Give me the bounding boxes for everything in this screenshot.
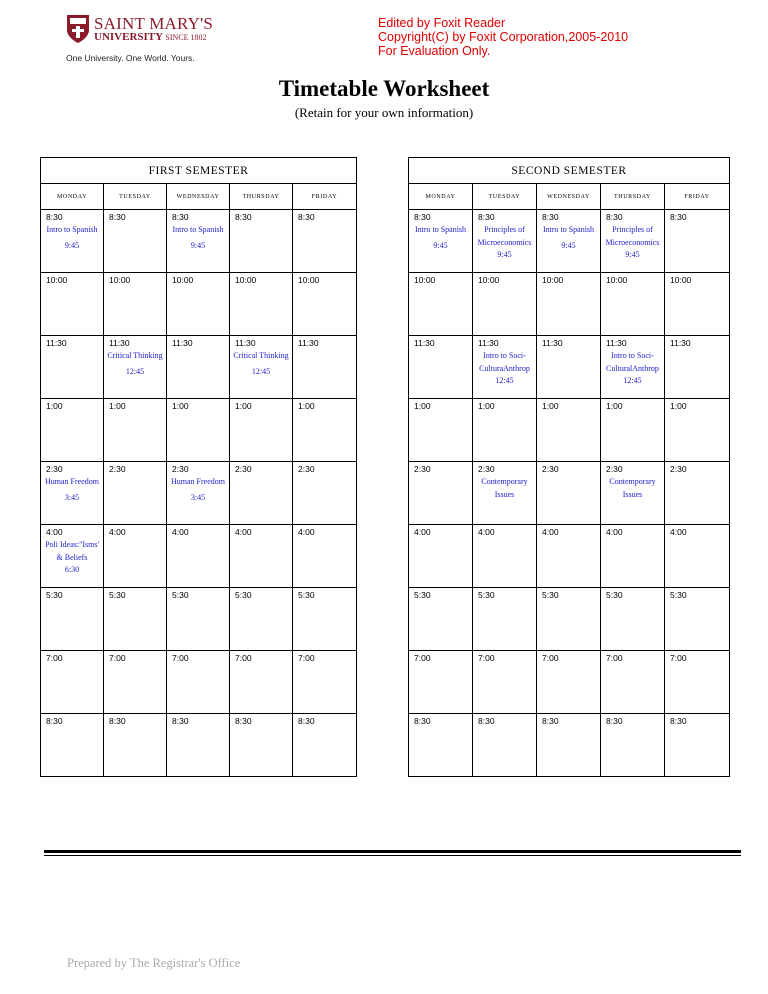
slot-time: 5:30 — [670, 590, 687, 600]
slot-time: 4:00 — [109, 527, 126, 537]
time-row — [409, 336, 730, 399]
course-name: Intro to Soci-CulturaAnthrop — [479, 351, 530, 373]
time-row — [409, 714, 730, 777]
slot-time: 11:30 — [109, 338, 130, 348]
slot-time: 10:00 — [542, 275, 564, 285]
day-header: MONDAY — [41, 184, 104, 210]
slot-time: 1:00 — [172, 401, 189, 411]
course-end-time: 9:45 — [497, 250, 512, 259]
page-title: Timetable Worksheet — [278, 76, 490, 101]
course-end-time: 6:30 — [64, 565, 80, 574]
slot-time: 5:30 — [172, 590, 189, 600]
slot-time: 4:00 — [172, 527, 189, 537]
slot-time: 7:00 — [235, 653, 252, 663]
course-end-time: 9:45 — [190, 241, 206, 250]
slot-time: 7:00 — [109, 653, 126, 663]
slot-time: 10:00 — [670, 275, 692, 285]
time-row — [409, 273, 730, 336]
day-header: THURSDAY — [230, 184, 293, 210]
timetable-cell — [601, 525, 665, 588]
timetable-cell — [104, 651, 167, 714]
slot-time: 8:30 — [298, 212, 315, 222]
slot-time: 8:30 — [606, 716, 623, 726]
slot-time: 1:00 — [670, 401, 687, 411]
slot-time: 2:30 — [235, 464, 252, 474]
timetable-cell — [104, 462, 167, 525]
timetable-cell — [104, 399, 167, 462]
course-end-time: 3:45 — [64, 493, 80, 502]
slot-time: 4:00 — [478, 527, 495, 537]
day-header: TUESDAY — [104, 184, 167, 210]
slot-time: 5:30 — [542, 590, 559, 600]
timetable-cell — [167, 210, 230, 273]
day-header: THURSDAY — [601, 184, 665, 210]
timetable-cell — [537, 714, 601, 777]
slot-time: 2:30 — [478, 464, 495, 474]
day-header: MONDAY — [409, 184, 473, 210]
page-subtitle: (Retain for your own information) — [294, 105, 474, 120]
timetable-cell — [230, 588, 293, 651]
day-header: FRIDAY — [665, 184, 730, 210]
timetable-cell — [293, 714, 357, 777]
slot-time: 8:30 — [414, 716, 431, 726]
time-row — [41, 273, 357, 336]
slot-time: 7:00 — [172, 653, 189, 663]
slot-time: 11:30 — [414, 338, 435, 348]
timetable-cell — [293, 273, 357, 336]
slot-time: 8:30 — [298, 716, 315, 726]
logo-name-line2: UNIVERSITY SINCE 1802 — [94, 31, 207, 43]
timetable-cell — [537, 336, 601, 399]
slot-time: 7:00 — [414, 653, 431, 663]
course-name: Poli Ideas:"Isms' & Beliefs — [45, 540, 99, 562]
course-name: Intro to Spanish — [414, 225, 467, 234]
course-name: Intro to Spanish — [542, 225, 595, 234]
time-row — [409, 651, 730, 714]
timetable-cell — [409, 399, 473, 462]
footer-text: Prepared by The Registrar's Office — [67, 956, 241, 970]
timetable-cell — [665, 651, 730, 714]
course-end-time: 9:45 — [64, 241, 80, 250]
timetable-cell — [537, 525, 601, 588]
slot-time: 8:30 — [414, 212, 431, 222]
slot-time: 8:30 — [542, 212, 559, 222]
slot-time: 2:30 — [109, 464, 126, 474]
timetable-cell — [41, 651, 104, 714]
course-name: Human Freedom — [171, 477, 225, 486]
slot-time: 11:30 — [542, 338, 563, 348]
slot-time: 5:30 — [298, 590, 315, 600]
timetable-cell — [41, 588, 104, 651]
slot-time: 1:00 — [478, 401, 495, 411]
slot-time: 5:30 — [235, 590, 252, 600]
slot-time: 8:30 — [46, 212, 63, 222]
timetable-cell — [473, 462, 537, 525]
timetable-cell — [601, 714, 665, 777]
timetable-cell — [665, 462, 730, 525]
timetable-cell — [167, 714, 230, 777]
timetable-cell — [293, 651, 357, 714]
course-name: Intro to Soci-CulturalAnthrop — [606, 351, 659, 373]
slot-time: 5:30 — [414, 590, 431, 600]
day-header: FRIDAY — [293, 184, 357, 210]
timetable-cell — [104, 336, 167, 399]
timetable-cell — [41, 399, 104, 462]
timetable-cell — [601, 462, 665, 525]
timetable-cell — [409, 651, 473, 714]
time-row — [41, 210, 357, 273]
timetable-cell — [601, 273, 665, 336]
footer-rule-thick — [44, 850, 741, 853]
semester-header: SECOND SEMESTER — [409, 158, 730, 184]
course-name: Intro to Spanish — [46, 225, 98, 234]
timetable-cell — [41, 210, 104, 273]
slot-time: 5:30 — [109, 590, 126, 600]
timetable-cell — [473, 714, 537, 777]
slot-time: 11:30 — [46, 338, 67, 348]
slot-time: 1:00 — [298, 401, 315, 411]
timetable-cell — [409, 336, 473, 399]
slot-time: 8:30 — [172, 716, 189, 726]
timetable-cell — [409, 714, 473, 777]
timetable-cell — [230, 336, 293, 399]
slot-time: 4:00 — [235, 527, 252, 537]
foxit-line2: Copyright(C) by Foxit Corporation,2005-2010 — [378, 30, 629, 44]
timetable-cell — [665, 273, 730, 336]
course-end-time: 12:45 — [623, 376, 642, 385]
day-header: WEDNESDAY — [167, 184, 230, 210]
timetable-cell — [293, 210, 357, 273]
course-name: Contemporary Issues — [609, 477, 656, 499]
slot-time: 7:00 — [542, 653, 559, 663]
timetable-cell — [167, 588, 230, 651]
course-end-time: 9:45 — [433, 241, 448, 250]
timetable-cell — [409, 462, 473, 525]
slot-time: 10:00 — [235, 275, 257, 285]
timetable-cell — [230, 399, 293, 462]
slot-time: 11:30 — [478, 338, 499, 348]
timetable-cell — [601, 336, 665, 399]
slot-time: 2:30 — [46, 464, 63, 474]
slot-time: 4:00 — [298, 527, 315, 537]
slot-time: 5:30 — [46, 590, 63, 600]
slot-time: 2:30 — [414, 464, 431, 474]
foxit-line3: For Evaluation Only. — [378, 44, 491, 58]
timetable-cell — [473, 336, 537, 399]
time-row — [41, 336, 357, 399]
timetable-cell — [230, 714, 293, 777]
timetable-cell — [230, 651, 293, 714]
course-end-time: 9:45 — [625, 250, 640, 259]
slot-time: 2:30 — [298, 464, 315, 474]
timetable-cell — [473, 210, 537, 273]
slot-time: 1:00 — [46, 401, 63, 411]
time-row — [409, 462, 730, 525]
footer-rule-thin — [44, 855, 741, 856]
course-name: Critical Thinking — [107, 351, 163, 360]
slot-time: 7:00 — [606, 653, 623, 663]
timetable-cell — [537, 210, 601, 273]
time-row — [41, 588, 357, 651]
timetable-cell — [601, 210, 665, 273]
timetable-cell — [293, 336, 357, 399]
timetable-cell — [409, 273, 473, 336]
timetable-cell — [167, 273, 230, 336]
slot-time: 2:30 — [606, 464, 623, 474]
slot-time: 1:00 — [606, 401, 623, 411]
course-end-time: 9:45 — [561, 241, 576, 250]
timetable-cell — [167, 525, 230, 588]
slot-time: 4:00 — [670, 527, 687, 537]
timetable-cell — [537, 462, 601, 525]
timetable-cell — [601, 651, 665, 714]
timetable-cell — [473, 273, 537, 336]
slot-time: 10:00 — [414, 275, 436, 285]
logo-tagline: One University. One World. Yours. — [66, 53, 195, 63]
slot-time: 8:30 — [670, 716, 687, 726]
timetable-cell — [665, 525, 730, 588]
time-row — [41, 651, 357, 714]
slot-time: 5:30 — [606, 590, 623, 600]
semester-header: FIRST SEMESTER — [41, 158, 357, 184]
timetable-cell — [41, 273, 104, 336]
second-semester-table — [408, 157, 730, 777]
timetable-cell — [230, 462, 293, 525]
timetable-cell — [293, 588, 357, 651]
timetable-cell — [665, 336, 730, 399]
slot-time: 8:30 — [670, 212, 687, 222]
day-header: TUESDAY — [473, 184, 537, 210]
slot-time: 8:30 — [235, 212, 252, 222]
timetable-cell — [665, 210, 730, 273]
timetable-cell — [293, 399, 357, 462]
timetable-cell — [409, 588, 473, 651]
shield-icon — [66, 14, 90, 44]
slot-time: 2:30 — [172, 464, 189, 474]
course-name: Intro to Spanish — [172, 225, 224, 234]
slot-time: 1:00 — [414, 401, 431, 411]
timetable-cell — [104, 588, 167, 651]
timetable-cell — [230, 210, 293, 273]
timetable-cell — [167, 651, 230, 714]
timetable-cell — [665, 714, 730, 777]
day-header: WEDNESDAY — [537, 184, 601, 210]
slot-time: 2:30 — [670, 464, 687, 474]
slot-time: 11:30 — [670, 338, 691, 348]
timetable-cell — [41, 714, 104, 777]
first-semester-table — [40, 157, 357, 777]
timetable-cell — [41, 462, 104, 525]
slot-time: 8:30 — [478, 716, 495, 726]
slot-time: 5:30 — [478, 590, 495, 600]
slot-time: 10:00 — [172, 275, 194, 285]
timetable-cell — [473, 651, 537, 714]
timetable-cell — [601, 399, 665, 462]
course-end-time: 3:45 — [190, 493, 206, 502]
course-name: Contemporary Issues — [481, 477, 528, 499]
slot-time: 1:00 — [109, 401, 126, 411]
slot-time: 4:00 — [414, 527, 431, 537]
timetable-cell — [230, 525, 293, 588]
time-row — [409, 399, 730, 462]
course-name: Principles of Microeconomics — [605, 225, 660, 247]
timetable-cell — [167, 462, 230, 525]
timetable-cell — [293, 525, 357, 588]
slot-time: 10:00 — [298, 275, 320, 285]
logo-name-line1: SAINT MARY'S — [94, 14, 213, 33]
timetable-cell — [230, 273, 293, 336]
timetable-cell — [104, 714, 167, 777]
timetable-cell — [104, 210, 167, 273]
course-name: Principles of Microeconomics — [477, 225, 532, 247]
slot-time: 4:00 — [606, 527, 623, 537]
timetable-cell — [41, 336, 104, 399]
slot-time: 8:30 — [478, 212, 495, 222]
slot-time: 8:30 — [172, 212, 189, 222]
timetable-cell — [537, 399, 601, 462]
timetable-cell — [473, 399, 537, 462]
slot-time: 11:30 — [235, 338, 256, 348]
slot-time: 11:30 — [172, 338, 193, 348]
timetable-cell — [473, 588, 537, 651]
time-row — [41, 714, 357, 777]
slot-time: 1:00 — [235, 401, 252, 411]
time-row — [409, 588, 730, 651]
course-end-time: 12:45 — [251, 367, 271, 376]
timetable-cell — [537, 588, 601, 651]
timetable-cell — [537, 651, 601, 714]
time-row — [409, 525, 730, 588]
slot-time: 11:30 — [606, 338, 627, 348]
foxit-watermark — [378, 16, 628, 58]
timetable-cell — [41, 525, 104, 588]
time-row — [41, 399, 357, 462]
timetable-cell — [665, 588, 730, 651]
university-logo — [66, 14, 246, 66]
slot-time: 7:00 — [478, 653, 495, 663]
slot-time: 7:00 — [298, 653, 315, 663]
time-row — [409, 210, 730, 273]
slot-time: 10:00 — [606, 275, 628, 285]
timetable-cell — [104, 273, 167, 336]
slot-time: 7:00 — [670, 653, 687, 663]
timetable-cell — [293, 462, 357, 525]
slot-time: 10:00 — [46, 275, 68, 285]
course-end-time: 12:45 — [495, 376, 514, 385]
timetable-cell — [665, 399, 730, 462]
slot-time: 4:00 — [542, 527, 559, 537]
foxit-line1: Edited by Foxit Reader — [378, 16, 506, 30]
slot-time: 7:00 — [46, 653, 63, 663]
slot-time: 11:30 — [298, 338, 319, 348]
slot-time: 8:30 — [235, 716, 252, 726]
slot-time: 2:30 — [542, 464, 559, 474]
slot-time: 4:00 — [46, 527, 63, 537]
timetable-cell — [167, 336, 230, 399]
timetable-cell — [104, 525, 167, 588]
timetable-cell — [409, 210, 473, 273]
time-row — [41, 525, 357, 588]
slot-time: 8:30 — [109, 212, 126, 222]
timetable-cell — [473, 525, 537, 588]
slot-time: 8:30 — [109, 716, 126, 726]
slot-time: 8:30 — [606, 212, 623, 222]
course-name: Human Freedom — [45, 477, 99, 486]
timetable-cell — [167, 399, 230, 462]
timetable-cell — [409, 525, 473, 588]
slot-time: 10:00 — [109, 275, 131, 285]
course-name: Critical Thinking — [233, 351, 289, 360]
slot-time: 1:00 — [542, 401, 559, 411]
slot-time: 8:30 — [542, 716, 559, 726]
time-row — [41, 462, 357, 525]
timetable-cell — [537, 273, 601, 336]
slot-time: 10:00 — [478, 275, 500, 285]
timetable-cell — [601, 588, 665, 651]
slot-time: 8:30 — [46, 716, 63, 726]
course-end-time: 12:45 — [125, 367, 145, 376]
